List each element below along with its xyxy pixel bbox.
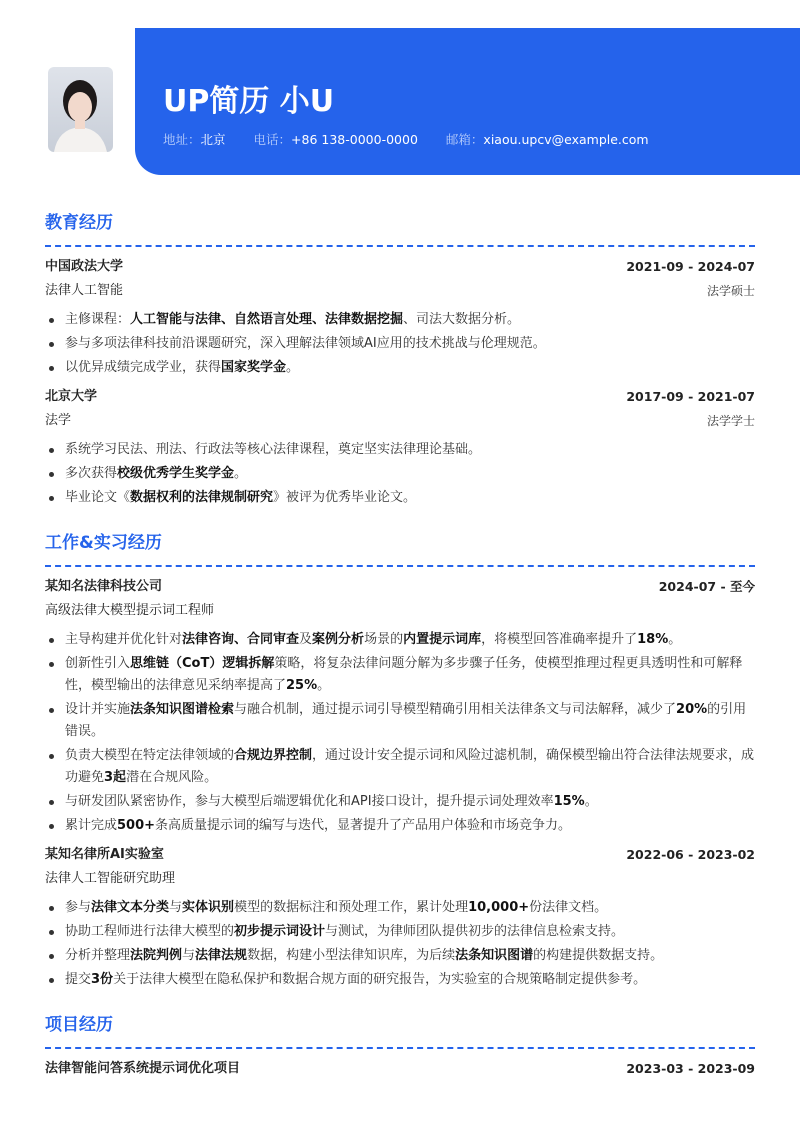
bold-text: 法院判例 [130, 948, 183, 963]
section-title: 项目经历 [45, 1015, 113, 1035]
bullet-item [45, 653, 755, 697]
section-title: 教育经历 [45, 213, 113, 233]
entry-header [45, 255, 755, 279]
section-title: 工作&实习经历 [45, 533, 162, 553]
text: 主修课程： [65, 312, 131, 327]
entry-date: 2023-03 - 2023-09 [626, 1061, 755, 1076]
entry-subheader [45, 867, 755, 891]
text: 与融合机制，通过提示词引导模型精确引用相关法律条文与司法解释，减少了 [234, 702, 677, 717]
entry-title: 法律智能问答系统提示词优化项目 [45, 1061, 241, 1076]
section-divider [45, 1047, 755, 1049]
bullet-item [45, 629, 755, 651]
bullet-item [45, 439, 755, 461]
entry-subtitle: 法律人工智能研究助理 [45, 871, 176, 886]
contact-phone [254, 130, 418, 148]
text: 与 [182, 948, 196, 963]
entry-date: 2024-07 - 至今 [658, 579, 755, 594]
bold-text: 10,000+ [468, 900, 530, 915]
bold-text: 20% [676, 702, 708, 717]
contact-info [163, 130, 649, 148]
text: 的构建提供数据支持。 [533, 948, 664, 963]
entry-header [45, 575, 755, 599]
bold-text: 18% [637, 632, 669, 647]
bold-text: 校级优秀学生奖学金 [117, 466, 235, 481]
bullet-list [45, 897, 755, 991]
text: 的引用错误。 [65, 702, 747, 739]
entry-subtitle: 法学 [45, 413, 72, 428]
text: 毕业论文《 [65, 490, 131, 505]
entry [45, 1057, 755, 1081]
text: 潜在合规风险。 [126, 770, 218, 785]
bullet-list [45, 439, 755, 509]
text: 与研发团队紧密协作，参与大模型后端逻辑优化和API接口设计，提升提示词处理效率 [65, 794, 554, 809]
bullet-item [45, 745, 755, 789]
text: 数据，构建小型法律知识库，为后续 [247, 948, 456, 963]
text: 关于法律大模型在隐私保护和数据合规方面的研究报告，为实验室的合规策略制定提供参考。 [113, 972, 647, 987]
bold-text: 法律法规 [195, 948, 248, 963]
bold-text: 合规边界控制 [234, 748, 313, 763]
text: ，通过设计安全提示词和风险过滤机制，确保模型输出符合法律法规要求，成功避免 [65, 748, 755, 785]
text: 、司法大数据分析。 [403, 312, 521, 327]
bullet-item [45, 921, 755, 943]
resume-header [135, 28, 800, 175]
text: 创新性引入 [65, 656, 131, 671]
bullet-item [45, 969, 755, 991]
entry-subheader [45, 599, 755, 623]
bold-text: 数据权利的法律规制研究 [130, 490, 274, 505]
text: 模型的数据标注和预处理工作，累计处理 [234, 900, 469, 915]
bold-text: 思维链（CoT）逻辑拆解 [130, 656, 275, 671]
contact-value: 北京 [200, 132, 226, 147]
bold-text: 内置提示词库 [403, 632, 482, 647]
bold-text: 法律咨询、合同审查 [182, 632, 300, 647]
text: 及 [299, 632, 313, 647]
contact-value: xiaou.upcv@example.com [483, 132, 649, 147]
contact-label: 地址： [163, 132, 201, 147]
text: 参与多项法律科技前沿课题研究，深入理解法律领域AI应用的技术挑战与伦理规范。 [65, 336, 546, 351]
entry-title: 中国政法大学 [45, 259, 124, 274]
text: 。 [234, 466, 248, 481]
text: 提交 [65, 972, 92, 987]
bullet-item [45, 463, 755, 485]
text: 主导构建并优化针对 [65, 632, 183, 647]
contact-label: 电话： [253, 132, 292, 147]
section-divider [45, 245, 755, 247]
text: 协助工程师进行法律大模型的 [65, 924, 235, 939]
text: 累计完成 [65, 818, 118, 833]
contact-address [163, 130, 226, 148]
text: 参与 [65, 900, 92, 915]
entry-subtitle: 高级法律大模型提示词工程师 [45, 603, 215, 618]
text: 分析并整理 [65, 948, 131, 963]
bold-text: 法条知识图谱 [455, 948, 534, 963]
entry-subtitle: 法律人工智能 [45, 283, 124, 298]
text: 场景的 [364, 632, 404, 647]
bold-text: 案例分析 [312, 632, 365, 647]
text: 负责大模型在特定法律领域的 [65, 748, 235, 763]
entry [45, 843, 755, 991]
candidate-name: UP简历 小U [163, 84, 335, 119]
contact-value: +86 138-0000-0000 [291, 132, 418, 147]
bullet-item [45, 791, 755, 813]
text: 。 [668, 632, 682, 647]
entry-title: 北京大学 [45, 389, 98, 404]
text: ，将模型回答准确率提升了 [481, 632, 638, 647]
entry-title: 某知名律所AI实验室 [45, 847, 164, 862]
contact-email [446, 130, 649, 148]
entry [45, 385, 755, 509]
section [45, 1011, 755, 1081]
bold-text: 500+ [117, 818, 156, 833]
bold-text: 法律文本分类 [91, 900, 170, 915]
bold-text: 国家奖学金 [221, 360, 287, 375]
text: 以优异成绩完成学业，获得 [65, 360, 222, 375]
entry-date: 2021-09 - 2024-07 [626, 259, 755, 274]
bold-text: 3份 [91, 972, 114, 987]
bold-text: 25% [286, 678, 318, 693]
entry-degree: 法学学士 [706, 414, 755, 428]
text: 设计并实施 [65, 702, 131, 717]
entry-subheader [45, 409, 755, 433]
bullet-list [45, 309, 755, 379]
resume-body [45, 207, 755, 1101]
text: 份法律文档。 [529, 900, 608, 915]
bold-text: 法条知识图谱检索 [130, 702, 235, 717]
bullet-item [45, 699, 755, 743]
bullet-item [45, 897, 755, 919]
profile-photo [48, 67, 113, 152]
bold-text: 15% [553, 794, 585, 809]
bold-text: 3起 [104, 770, 127, 785]
text: 。 [286, 360, 300, 375]
text: 条高质量提示词的编写与迭代，显著提升了产品用户体验和市场竞争力。 [155, 818, 572, 833]
text: 策略，将复杂法律问题分解为多步骤子任务，使模型推理过程更具透明性和可解释性，模型输出的法律意见采纳率提高了 [65, 656, 743, 693]
bold-text: 初步提示词设计 [234, 924, 326, 939]
entry-title: 某知名法律科技公司 [45, 579, 163, 594]
entry-header [45, 843, 755, 867]
bullet-item [45, 815, 755, 837]
text: 多次获得 [65, 466, 118, 481]
contact-label: 邮箱： [445, 132, 484, 147]
section [45, 209, 755, 509]
entry-date: 2022-06 - 2023-02 [626, 847, 755, 862]
bullet-item [45, 333, 755, 355]
bullet-item [45, 309, 755, 331]
text: 。 [584, 794, 598, 809]
bold-text: 实体识别 [182, 900, 235, 915]
text: 与测试，为律师团队提供初步的法律信息检索支持。 [325, 924, 625, 939]
bullet-item [45, 357, 755, 379]
text: 。 [317, 678, 331, 693]
entry-subheader [45, 279, 755, 303]
section [45, 529, 755, 991]
bullet-list [45, 629, 755, 837]
entry [45, 575, 755, 837]
entry-header [45, 385, 755, 409]
text: 与 [169, 900, 183, 915]
bullet-item [45, 487, 755, 509]
text: 系统学习民法、刑法、行政法等核心法律课程，奠定坚实法律理论基础。 [65, 442, 482, 457]
text: 》被评为优秀毕业论文。 [273, 490, 417, 505]
bold-text: 人工智能与法律、自然语言处理、法律数据挖掘 [130, 312, 404, 327]
entry-degree: 法学硕士 [706, 284, 755, 298]
section-divider [45, 565, 755, 567]
entry [45, 255, 755, 379]
entry-header [45, 1057, 755, 1081]
entry-date: 2017-09 - 2021-07 [626, 389, 755, 404]
bullet-item [45, 945, 755, 967]
